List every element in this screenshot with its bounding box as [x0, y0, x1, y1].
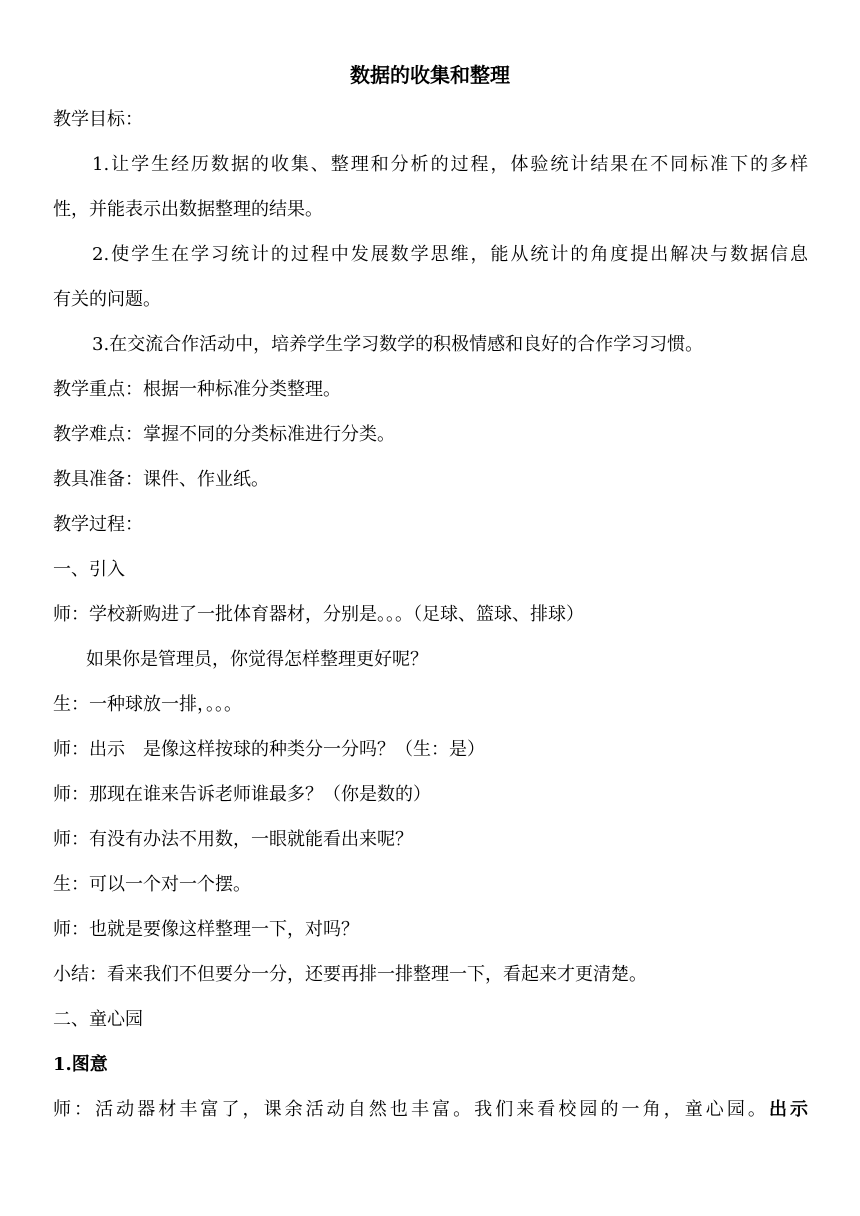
document-title: 数据的收集和整理: [350, 63, 510, 87]
dialogue-last-text: 师：活动器材丰富了，课余活动自然也丰富。我们来看校园的一角，童心园。: [53, 1099, 769, 1120]
summary-line: 小结：看来我们不但要分一分，还要再排一排整理一下，看起来才更清楚。: [53, 964, 647, 985]
section-heading-objectives: 教学目标：: [53, 109, 143, 130]
dialogue-line: 师：那现在谁来告诉老师谁最多？（你是数的）: [53, 784, 431, 805]
dialogue-last-bold: 出示: [768, 1099, 809, 1120]
part-two-heading: 二、童心园: [53, 1009, 143, 1030]
objective-1-line-1: 1.让学生经历数据的收集、整理和分析的过程，体验统计结果在不同标准下的多样: [92, 154, 808, 175]
dialogue-line: 生：一种球放一排，。。。: [53, 694, 242, 715]
objective-3: 3.在交流合作活动中，培养学生学习数学的积极情感和良好的合作学习习惯。: [92, 334, 704, 355]
objective-2-line-1: 2.使学生在学习统计的过程中发展数学思维，能从统计的角度提出解决与数据信息: [92, 244, 808, 265]
dialogue-line: 师：出示 是像这样按球的种类分一分吗？（生：是）: [53, 739, 485, 760]
dialogue-line: 师：也就是要像这样整理一下，对吗？: [53, 919, 359, 940]
section-heading-process: 教学过程：: [53, 514, 143, 535]
teaching-focus: 教学重点：根据一种标准分类整理。: [53, 379, 341, 400]
teaching-materials: 教具准备：课件、作业纸。: [53, 469, 269, 490]
dialogue-line: 师：有没有办法不用数，一眼就能看出来呢？: [53, 829, 413, 850]
dialogue-line: 如果你是管理员，你觉得怎样整理更好呢？: [86, 649, 428, 670]
dialogue-line: 生：可以一个对一个摆。: [53, 874, 251, 895]
dialogue-last-line: [53, 1098, 808, 1122]
objective-2-line-2: 有关的问题。: [53, 289, 161, 310]
subheading-picture-meaning: 1.图意: [53, 1054, 108, 1075]
objective-1-line-2: 性，并能表示出数据整理的结果。: [53, 199, 323, 220]
dialogue-line: 师：学校新购进了一批体育器材，分别是。。。（足球、篮球、排球）: [53, 604, 584, 625]
part-one-heading: 一、引入: [53, 559, 125, 580]
teaching-difficulty: 教学难点：掌握不同的分类标准进行分类。: [53, 424, 395, 445]
